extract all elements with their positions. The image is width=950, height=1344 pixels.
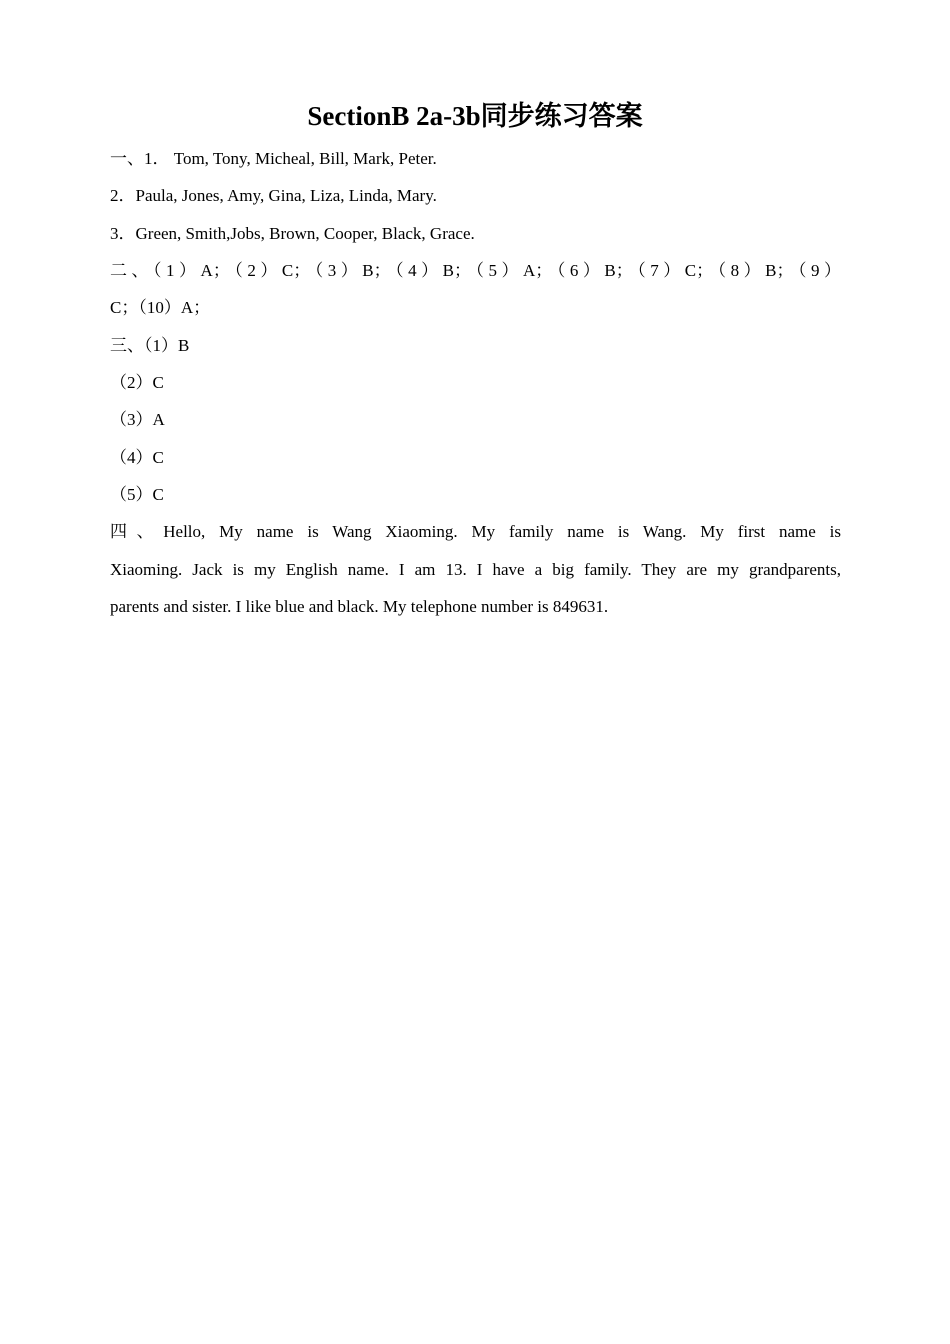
answer-line-3-5: （5）C	[110, 485, 164, 504]
answer-line-1-1: 一、1． Tom, Tony, Micheal, Bill, Mark, Peter.	[110, 149, 437, 168]
answer-line-4-part1: 四、Hello, My name is Wang Xiaoming. My family name is Wang. My first name is	[110, 522, 841, 541]
answer-line-2-part1: 二、（1）A；（2）C；（3）B；（4）B；（5）A；（6）B；（7）C；（8）B；（9）	[110, 261, 841, 280]
answer-line-3-4: （4）C	[110, 448, 164, 467]
answer-line-2-part2: C；（10）A；	[110, 298, 211, 317]
answer-line-1-3: 3．Green, Smith,Jobs, Brown, Cooper, Black, Grace.	[110, 224, 475, 243]
answer-line-4-part3: parents and sister. I like blue and black. My telephone number is 849631.	[110, 597, 609, 616]
answer-line-4-part2: Xiaoming. Jack is my English name. I am 13. I have a big family. They are my grandparents,	[110, 560, 841, 579]
document-title: SectionB 2a-3b同步练习答案	[307, 101, 643, 131]
answer-line-3-2: （2）C	[110, 373, 164, 392]
answer-line-3-3: （3）A	[110, 410, 165, 429]
answer-line-3-1: 三、（1）B	[110, 336, 190, 355]
answer-line-1-2: 2．Paula, Jones, Amy, Gina, Liza, Linda, Mary.	[110, 186, 437, 205]
